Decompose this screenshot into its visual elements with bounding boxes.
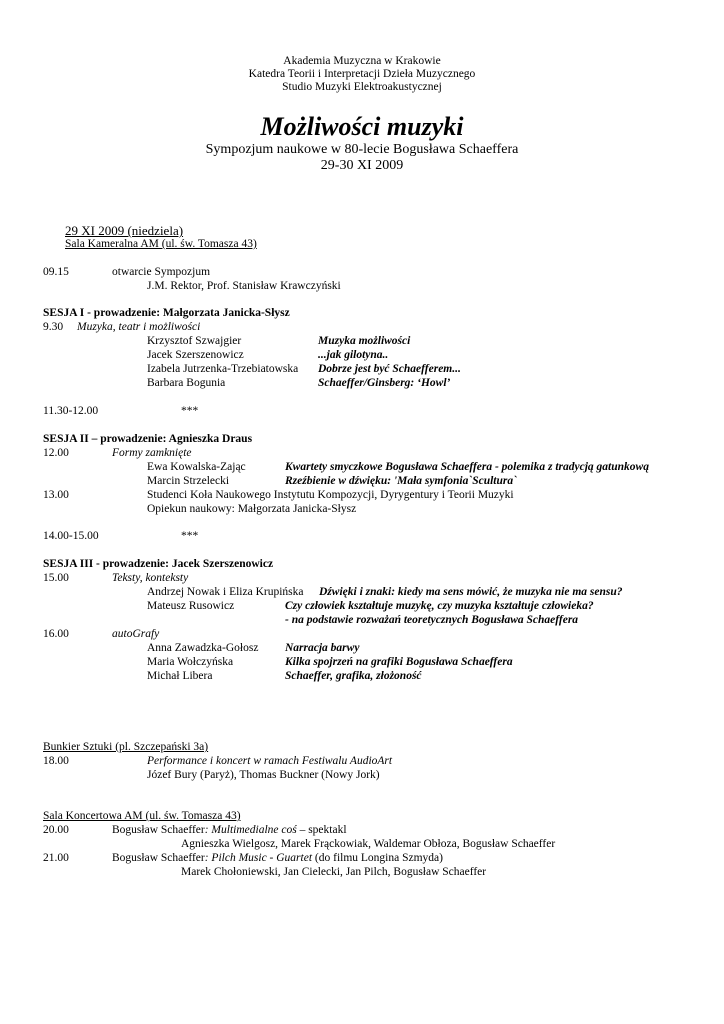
talk-speaker: Mateusz Rusowicz bbox=[147, 600, 235, 612]
composer-name: Bogusław Schaeffer bbox=[112, 852, 205, 864]
institution-name: Akademia Muzyczna w Krakowie bbox=[283, 55, 441, 67]
talk-title: Dobrze jest być Schaefferem... bbox=[318, 363, 461, 375]
day-date: 29 XI 2009 (niedziela) bbox=[65, 223, 184, 238]
work-type: – spektakl bbox=[296, 824, 347, 836]
talk-speaker: Ewa Kowalska-Zając bbox=[147, 461, 246, 473]
concert-venue: Sala Koncertowa AM (ul. św. Tomasza 43) bbox=[43, 810, 241, 822]
talk-title: Kwartety smyczkowe Bogusława Schaeffera - polemika z tradycją gatunkową bbox=[285, 461, 649, 473]
opening-time: 09.15 bbox=[43, 266, 69, 278]
work-title: : Pilch Music - Guartet bbox=[204, 852, 313, 864]
bunker-venue: Bunkier Sztuki (pl. Szczepański 3a) bbox=[43, 741, 209, 753]
day-venue: Sala Kameralna AM (ul. św. Tomasza 43) bbox=[65, 238, 257, 250]
session-1-time: 9.30 bbox=[43, 321, 64, 333]
work-note: (do filmu Longina Szmyda) bbox=[312, 852, 443, 864]
talk-title: Narracja barwy bbox=[285, 642, 360, 654]
talk-speaker: Barbara Bogunia bbox=[147, 377, 226, 389]
session-2-heading: SESJA II – prowadzenie: Agnieszka Draus bbox=[43, 433, 253, 445]
talk-title: Czy człowiek kształtuje muzykę, czy muzyka kształtuje człowieka? bbox=[285, 600, 594, 612]
session-2-topic: Formy zamknięte bbox=[112, 447, 192, 459]
session-3-topic-2: autoGrafy bbox=[112, 628, 160, 640]
concert-line-1 bbox=[112, 824, 347, 837]
talk-title: Muzyka możliwości bbox=[318, 335, 411, 347]
studio-name: Studio Muzyki Elektroakustycznej bbox=[282, 81, 442, 93]
talk-title: Kilka spojrzeń na grafiki Bogusława Schaeffera bbox=[285, 656, 513, 668]
talk-speaker: Maria Wołczyńska bbox=[147, 656, 234, 668]
session-2-time-2: 13.00 bbox=[43, 489, 69, 501]
session-1-heading: SESJA I - prowadzenie: Małgorzata Janicka-Słysz bbox=[43, 307, 290, 319]
students-line: Studenci Koła Naukowego Instytutu Kompozycji, Dyrygentury i Teorii Muzyki bbox=[147, 489, 514, 501]
break-1-mark: *** bbox=[181, 405, 199, 417]
bunker-performers: Józef Bury (Paryż), Thomas Buckner (Nowy Jork) bbox=[147, 769, 380, 781]
talk-title: ...jak gilotyna.. bbox=[318, 349, 389, 361]
talk-title: Dźwięki i znaki: kiedy ma sens mówić, że muzyka nie ma sensu? bbox=[319, 586, 623, 598]
talk-title-continued: - na podstawie rozważań teoretycznych Bogusława Schaeffera bbox=[285, 614, 579, 626]
page-title: Możliwości muzyki bbox=[260, 112, 464, 141]
talk-title: Schaeffer, grafika, złożoność bbox=[285, 670, 422, 682]
concert-time-1: 20.00 bbox=[43, 824, 69, 836]
break-2-mark: *** bbox=[181, 530, 199, 542]
talk-title: Rzeźbienie w dźwięku: 'Mała symfonia`Scultura` bbox=[285, 475, 517, 487]
talk-speaker: Krzysztof Szwajgier bbox=[147, 335, 242, 347]
department-name: Katedra Teorii i Interpretacji Dzieła Muzycznego bbox=[248, 68, 476, 80]
talk-speaker: Marcin Strzelecki bbox=[147, 475, 230, 487]
talk-title: Schaeffer/Ginsberg: ‘Howl’ bbox=[318, 377, 451, 389]
work-title: : Multimedialne coś bbox=[204, 824, 297, 836]
event-dates: 29-30 XI 2009 bbox=[320, 158, 404, 173]
concert-performers-1: Agnieszka Wielgosz, Marek Frąckowiak, Waldemar Obłoza, Bogusław Schaeffer bbox=[181, 838, 556, 850]
page-subtitle: Sympozjum naukowe w 80-lecie Bogusława Schaeffera bbox=[205, 142, 519, 157]
break-1-time: 11.30-12.00 bbox=[43, 405, 99, 417]
break-2-time: 14.00-15.00 bbox=[43, 530, 99, 542]
session-3-time-1: 15.00 bbox=[43, 572, 69, 584]
concert-time-2: 21.00 bbox=[43, 852, 69, 864]
bunker-event: Performance i koncert w ramach Festiwalu AudioArt bbox=[147, 755, 393, 767]
talk-speaker: Michał Libera bbox=[147, 670, 213, 682]
session-3-time-2: 16.00 bbox=[43, 628, 69, 640]
talk-speaker: Jacek Szerszenowicz bbox=[147, 349, 244, 361]
talk-speaker: Anna Zawadzka-Gołosz bbox=[147, 642, 259, 654]
opening-label: otwarcie Sympozjum bbox=[112, 266, 211, 278]
session-3-heading: SESJA III - prowadzenie: Jacek Szerszenowicz bbox=[43, 558, 274, 570]
concert-performers-2: Marek Chołoniewski, Jan Cielecki, Jan Pilch, Bogusław Schaeffer bbox=[181, 866, 487, 878]
talk-speaker: Andrzej Nowak i Eliza Krupińska bbox=[147, 586, 304, 598]
concert-line-2 bbox=[112, 852, 443, 865]
opening-person: J.M. Rektor, Prof. Stanisław Krawczyński bbox=[147, 280, 341, 292]
bunker-time: 18.00 bbox=[43, 755, 69, 767]
session-2-time-1: 12.00 bbox=[43, 447, 69, 459]
talk-speaker: Izabela Jutrzenka-Trzebiatowska bbox=[147, 363, 299, 375]
session-1-topic: Muzyka, teatr i możliwości bbox=[77, 321, 201, 333]
supervisor-line: Opiekun naukowy: Małgorzata Janicka-Słysz bbox=[147, 503, 357, 515]
session-3-topic-1: Teksty, konteksty bbox=[112, 572, 189, 584]
composer-name: Bogusław Schaeffer bbox=[112, 824, 205, 836]
